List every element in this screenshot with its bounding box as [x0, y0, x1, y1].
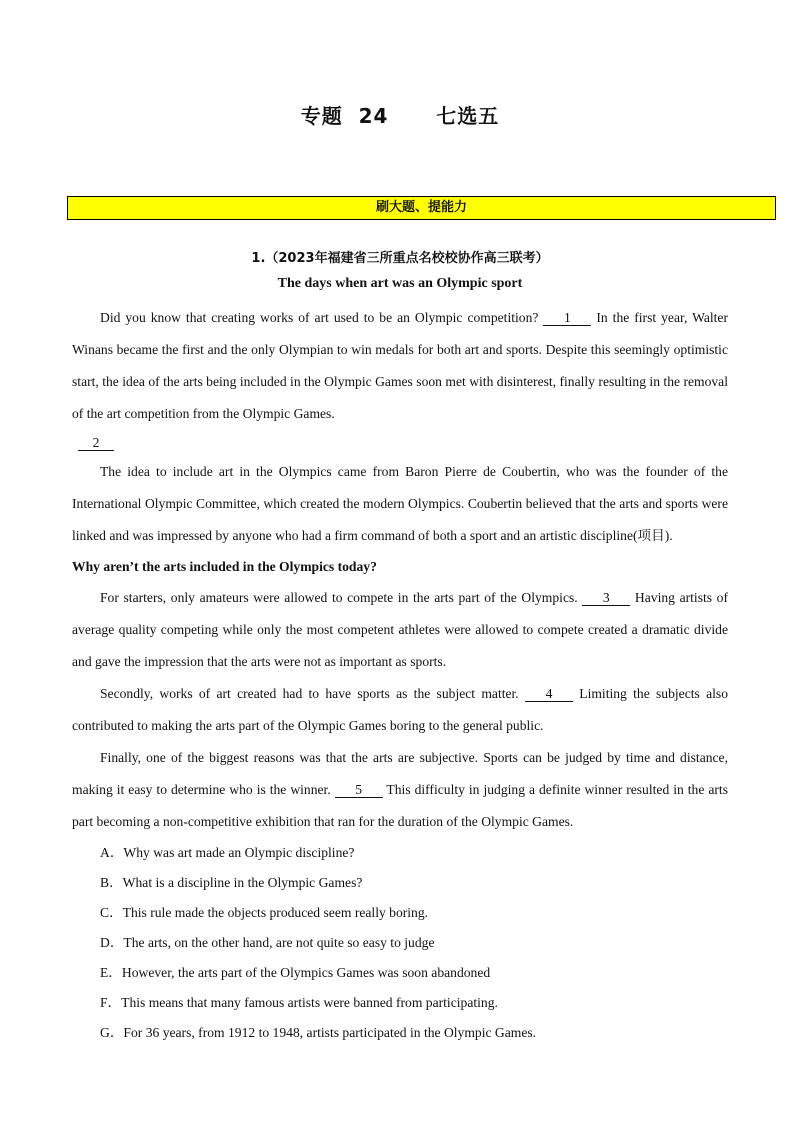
option-text: The arts, on the other hand, are not quite so easy to judge	[123, 935, 435, 950]
paragraph-3	[72, 582, 728, 678]
option-text: Why was art made an Olympic discipline?	[123, 845, 355, 860]
option-text: However, the arts part of the Olympics Games was soon abandoned	[121, 965, 491, 980]
paragraph-2: The idea to include art in the Olympics came from Baron Pierre de Coubertin, who was the founder of the International Olympic Committee, which created the modern Olympics. Coubertin believed that the arts and sports were linked and was impressed by anyone who had a firm command of both a sport and an artistic discipline(项目).	[72, 464, 728, 543]
paragraph-text: Secondly, works of art created had to have sports as the subject matter.	[100, 686, 525, 701]
blank-4: 4	[525, 687, 573, 702]
blank-3: 3	[582, 591, 630, 606]
paragraph-1	[72, 302, 728, 430]
option-letter: F．	[100, 995, 122, 1010]
option-letter: G．	[100, 1025, 124, 1040]
paragraph-text: For starters, only amateurs were allowed to compete in the arts part of the Olympics.	[100, 590, 583, 605]
paragraph-text: Having artists of average quality competing while only the most competent athletes were allowed to compete created a dramatic divide and gave the impression that the arts were not as important as sports.	[72, 590, 728, 669]
option-text: This rule made the objects produced seem really boring.	[122, 905, 429, 920]
option-b	[100, 868, 728, 898]
blank-1: 1	[543, 311, 591, 326]
page-title: 专题 24 七选五	[300, 104, 500, 128]
section-heading: Why aren’t the arts included in the Olympics today?	[72, 559, 377, 574]
paragraph-text: Limiting the subjects also contributed to making the arts part of the Olympic Games boring to the general public.	[72, 686, 728, 733]
option-text: What is a discipline in the Olympic Games?	[122, 875, 363, 890]
option-letter: A．	[100, 845, 124, 860]
passage-title: The days when art was an Olympic sport	[277, 276, 523, 291]
section-banner: 刷大题、提能力	[67, 196, 776, 220]
option-letter: C．	[100, 905, 123, 920]
option-letter: D．	[100, 935, 124, 950]
paragraph-5	[72, 742, 728, 838]
paragraph-text: In the first year, Walter Winans became the first and the only Olympian to win medals for both art and sports. Despite this seemingly optimistic start, the idea of the arts being included in the Olympic Games soon met with disinterest, finally resulting in the removal of the art competition from the Olympic Games.	[72, 310, 728, 421]
option-letter: B．	[100, 875, 123, 890]
option-f	[100, 988, 728, 1018]
option-d	[100, 928, 728, 958]
paragraph-text: Finally, one of the biggest reasons was that the arts are subjective. Sports can be judged by time and distance, making it easy to determine who is the winner.	[72, 750, 728, 797]
paragraph-text: Did you know that creating works of art used to be an Olympic competition?	[100, 310, 544, 325]
option-e	[100, 958, 728, 988]
passage-body	[72, 302, 728, 1048]
option-text: This means that many famous artists were banned from participating.	[121, 995, 498, 1010]
option-g	[100, 1018, 728, 1048]
option-text: For 36 years, from 1912 to 1948, artists participated in the Olympic Games.	[123, 1025, 537, 1040]
option-c	[100, 898, 728, 928]
paragraph-text: This difficulty in judging a definite winner resulted in the arts part becoming a non-competitive exhibition that ran for the duration of the Olympic Games.	[72, 782, 728, 829]
option-letter: E．	[100, 965, 122, 980]
blank-2: 2	[78, 436, 114, 451]
question-source: 1.（2023年福建省三所重点名校校协作高三联考）	[251, 251, 549, 266]
options-list	[72, 838, 728, 1048]
option-a	[100, 838, 728, 868]
paragraph-4	[72, 678, 728, 742]
blank-2-line	[72, 430, 728, 456]
blank-5: 5	[335, 783, 383, 798]
